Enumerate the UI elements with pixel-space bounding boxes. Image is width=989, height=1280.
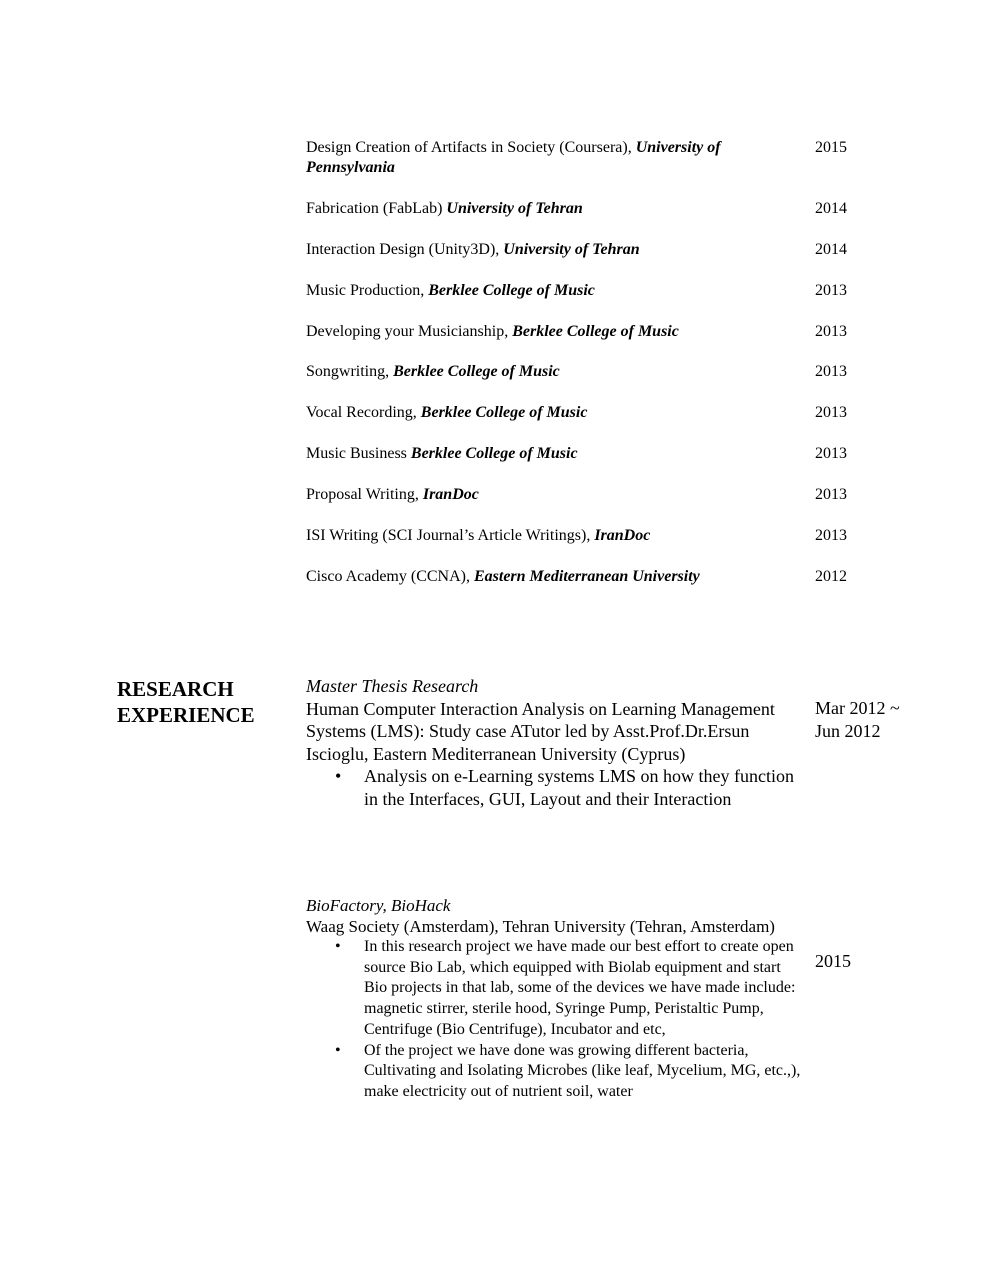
course-text — [306, 444, 786, 464]
entry-description: Waag Society (Amsterdam), Tehran University (Tehran, Amsterdam) — [306, 916, 775, 936]
bullet-item: • Analysis on e-Learning systems LMS on how they function in the Interfaces, GUI, Layout and their Interaction — [364, 765, 806, 810]
course-year: 2013 — [815, 323, 847, 340]
course-year: 2014 — [815, 241, 847, 258]
course-text — [306, 199, 786, 219]
course-institution: Berklee College of Music — [410, 445, 578, 462]
course-text — [306, 485, 786, 505]
bullet-item: • Of the project we have done was growing different bacteria, Cultivating and Isolating Microbes (like leaf, Mycelium, MG, etc.,), make electricity out of nutrient soil, water — [364, 1041, 806, 1103]
course-institution: Berklee College of Music — [428, 282, 595, 299]
course-name: Proposal Writing, — [306, 486, 423, 503]
course-year: 2013 — [815, 486, 847, 503]
course-institution: University of Tehran — [446, 200, 583, 217]
course-name: ISI Writing (SCI Journal’s Article Writings), — [306, 527, 595, 544]
course-year: 2014 — [815, 200, 847, 217]
course-institution: University of Pennsylvania — [306, 139, 721, 176]
course-year: 2013 — [815, 363, 847, 380]
course-text — [306, 322, 786, 342]
entry-date-start: Mar 2012 ~ — [815, 698, 900, 718]
entry-title: BioFactory, BioHack — [306, 896, 451, 915]
course-institution: Berklee College of Music — [420, 404, 588, 421]
course-year: 2013 — [815, 445, 847, 462]
entry-title: Master Thesis Research — [306, 676, 479, 696]
bullet-item: • In this research project we have made our best effort to create open source Bio Lab, which equipped with Biolab equipment and start Bio projects in that lab, some of the devices we have made include: magnetic stirrer, sterile hood, Syringe Pump, Peristaltic Pump, Centrifuge (Bio Centrifuge), Incubator and etc, — [364, 937, 806, 1041]
course-text — [306, 362, 786, 382]
course-year: 2013 — [815, 282, 847, 299]
entry-bullets — [306, 765, 806, 810]
course-year: 2013 — [815, 404, 847, 421]
course-name: Songwriting, — [306, 363, 394, 380]
course-text — [306, 138, 786, 178]
course-institution: IranDoc — [594, 527, 651, 544]
entry-date-end: Jun 2012 — [815, 720, 881, 741]
course-year: 2012 — [815, 568, 847, 585]
course-name: Interaction Design (Unity3D), — [306, 241, 504, 258]
course-institution: Berklee College of Music — [393, 363, 560, 380]
course-text — [306, 240, 786, 260]
entry-description: Human Computer Interaction Analysis on Learning Management Systems (LMS): Study case ATutor led by Asst.Prof.Dr.Ersun Iscioglu, Eastern Mediterranean University (Cyprus) — [306, 698, 775, 764]
section-heading-line: RESEARCH — [117, 677, 234, 701]
course-institution: Berklee College of Music — [512, 323, 679, 340]
research-entry-biofactory — [306, 896, 851, 1103]
course-year: 2015 — [815, 139, 847, 156]
entry-bullets — [306, 937, 806, 1103]
course-text — [306, 526, 786, 546]
course-name: Design Creation of Artifacts in Society (Coursera), — [306, 139, 636, 156]
course-year: 2013 — [815, 527, 847, 544]
course-name: Music Production, — [306, 282, 429, 299]
entry-date: 2015 — [815, 951, 851, 971]
entry-date — [815, 697, 925, 742]
course-name: Fabrication (FabLab) — [306, 200, 447, 217]
section-heading-research-experience — [117, 676, 255, 728]
course-institution: University of Tehran — [503, 241, 640, 258]
course-text — [306, 403, 786, 423]
course-text — [306, 281, 786, 301]
course-institution: IranDoc — [422, 486, 479, 503]
course-institution: Eastern Mediterranean University — [473, 568, 700, 585]
section-heading-line: EXPERIENCE — [117, 703, 255, 727]
course-text — [306, 567, 786, 587]
course-name: Music Business — [306, 445, 411, 462]
course-name: Vocal Recording, — [306, 404, 421, 421]
course-name: Cisco Academy (CCNA), — [306, 568, 474, 585]
course-name: Developing your Musicianship, — [306, 323, 513, 340]
research-entry-master-thesis — [306, 675, 900, 810]
